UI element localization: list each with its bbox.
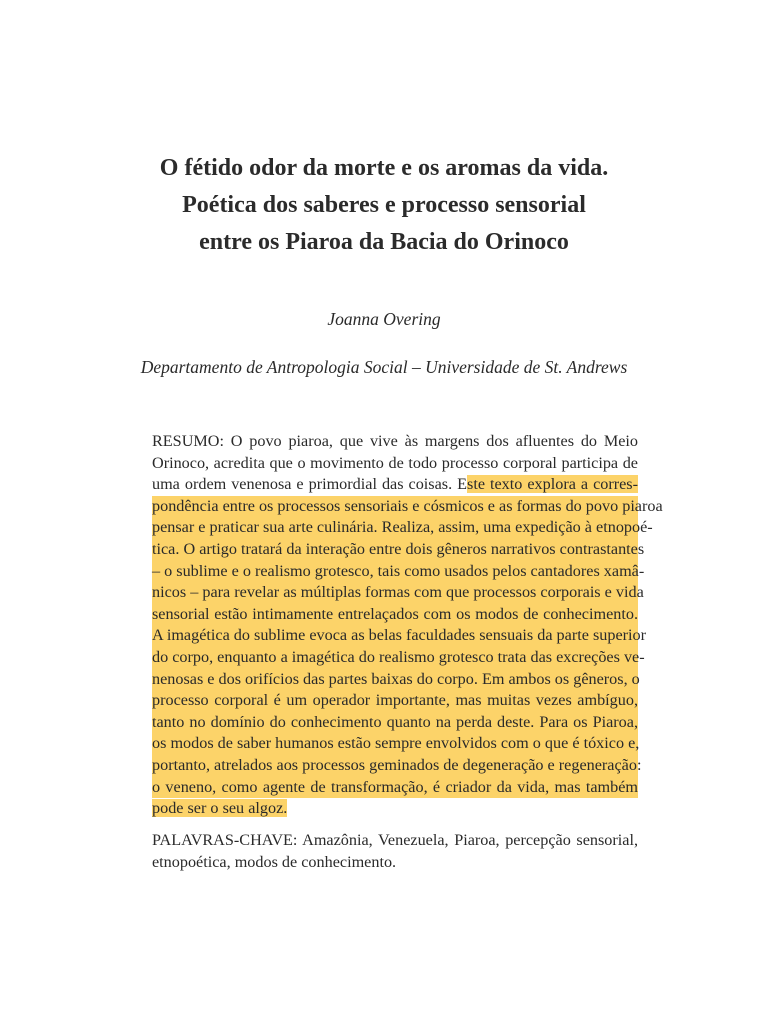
abstract-line: Orinoco, acredita que o movimento de todo processo corporal participa de [152,453,638,472]
highlighted-line: do corpo, enquanto a imagética do realismo grotesco trata das excreções ve- [152,647,638,669]
highlighted-line: portanto, atrelados aos processos geminados de degeneração e regeneração: [152,755,638,777]
highlighted-line-last [152,798,638,820]
highlighted-line: pondência entre os processos sensoriais e cósmicos e as formas do povo piaroa [152,496,638,518]
highlighted-line: pensar e praticar sua arte culinária. Realiza, assim, uma expedição à etnopoé- [152,517,638,539]
abstract-line [152,474,638,496]
title-line-1: O fétido odor da morte e os aromas da vida. [159,155,609,181]
highlighted-line: tanto no domínio do conhecimento quanto na perda deste. Para os Piaroa, [152,712,638,734]
highlighted-line: A imagética do sublime evoca as belas faculdades sensuais da parte superior [152,625,638,647]
highlighted-line: – o sublime e o realismo grotesco, tais como usados pelos cantadores xamâ- [152,561,638,583]
title-line-3: entre os Piaroa da Bacia do Orinoco [199,229,569,255]
highlighted-line: os modos de saber humanos estão sempre envolvidos com o que é tóxico e, [152,733,638,755]
highlighted-line: sensorial estão intimamente entrelaçados com os modos de conhecimento. [152,604,638,626]
highlighted-line: tica. O artigo tratará da interação entre dois gêneros narrativos contrastantes [152,539,638,561]
highlighted-text: pode ser o seu algoz. [152,799,288,818]
keywords-line: etnopoética, modos de conhecimento. [152,852,397,871]
keywords [152,830,638,873]
abstract-text: uma ordem venenosa e primordial das coisas. E [152,475,468,494]
highlighted-line: nenosas e dos orifícios das partes baixas do corpo. Em ambos os gêneros, o [152,669,638,691]
article-title [100,150,668,261]
author-name: Joanna Overing [327,309,441,329]
highlighted-line: processo corporal é um operador importante, mas muitas vezes ambíguo, [152,690,638,712]
title-line-2: Poética dos saberes e processo sensorial [182,192,586,218]
keywords-line: PALAVRAS-CHAVE: Amazônia, Venezuela, Piaroa, percepção sensorial, [152,831,638,849]
author-affiliation: Departamento de Antropologia Social – Universidade de St. Andrews [140,357,628,377]
highlighted-line: o veneno, como agente de transformação, é criador da vida, mas também [152,777,638,799]
highlighted-text: ste texto explora a corres- [467,475,638,494]
abstract-line: RESUMO: O povo piaroa, que vive às margens dos afluentes do Meio [152,432,638,450]
highlighted-line: nicos – para revelar as múltiplas formas com que processos corporais e vida [152,582,638,604]
abstract [152,431,663,820]
